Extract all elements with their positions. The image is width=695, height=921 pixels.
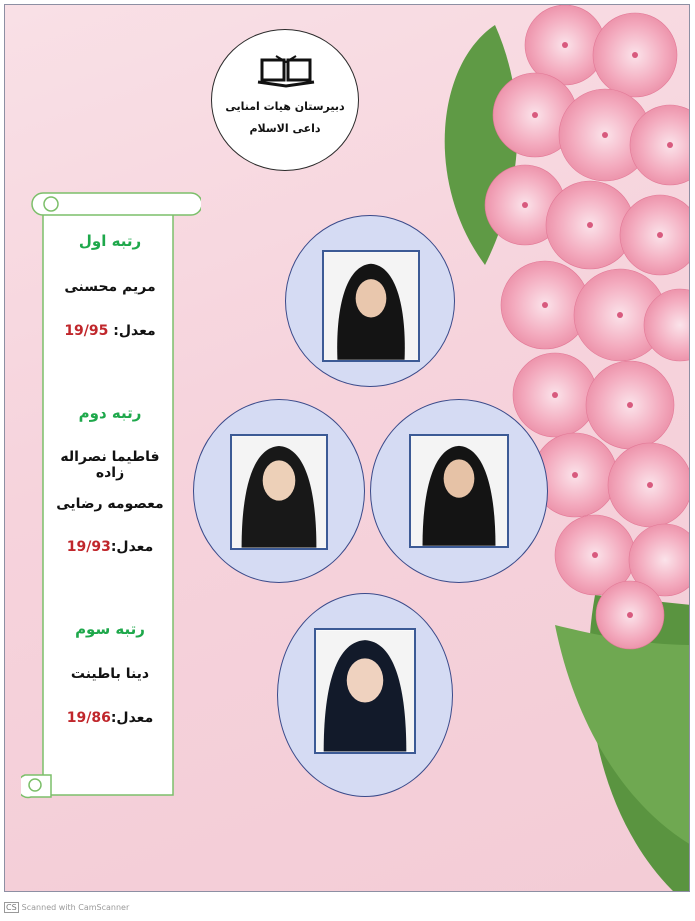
rank-1-average-value: 19/95 bbox=[64, 323, 114, 339]
student-portrait-icon bbox=[324, 252, 418, 360]
poster-frame bbox=[4, 4, 690, 892]
rank-1-title: رتبه اول bbox=[78, 232, 142, 250]
rank-2-name-2: معصومه رضایی bbox=[56, 496, 164, 512]
rank-1-average: معدل: 19/95 bbox=[64, 323, 156, 339]
rank-2b-photo-circle bbox=[370, 399, 548, 583]
open-book-icon bbox=[256, 54, 316, 88]
rank-1-name: مریم محسنی bbox=[64, 279, 156, 295]
scanner-watermark bbox=[4, 902, 129, 913]
rank-1-photo-circle bbox=[285, 215, 455, 387]
rank-2-average: معدل:19/93 bbox=[66, 539, 154, 555]
ranking-list bbox=[45, 220, 175, 780]
school-name-line2: داعی الاسلام bbox=[249, 122, 321, 135]
camscanner-text: Scanned with CamScanner bbox=[21, 903, 130, 912]
camscanner-badge: CS bbox=[6, 903, 17, 912]
student-photo bbox=[322, 250, 420, 362]
rank-3-photo-circle bbox=[277, 593, 453, 797]
school-logo bbox=[211, 29, 359, 171]
rank-2-average-value: 19/93 bbox=[66, 539, 111, 555]
student-photo bbox=[230, 434, 328, 550]
rank-3-name: دینا باطینت bbox=[70, 666, 150, 682]
rank-3-title: رتبه سوم bbox=[75, 620, 145, 638]
rank-2-title: رتبه دوم bbox=[78, 404, 142, 422]
rank-2a-photo-circle bbox=[193, 399, 365, 583]
school-name-line1: دبیرستان هیات امنایی bbox=[225, 100, 345, 113]
rank-3-average: معدل:19/86 bbox=[66, 710, 154, 726]
rank-3-average-value: 19/86 bbox=[66, 710, 111, 726]
rank-2-name-1: فاطیما نصراله زاده bbox=[60, 449, 160, 481]
student-portrait-icon bbox=[411, 436, 507, 546]
student-portrait-icon bbox=[316, 630, 414, 752]
student-photo bbox=[314, 628, 416, 754]
student-photo bbox=[409, 434, 509, 548]
student-portrait-icon bbox=[232, 436, 326, 548]
